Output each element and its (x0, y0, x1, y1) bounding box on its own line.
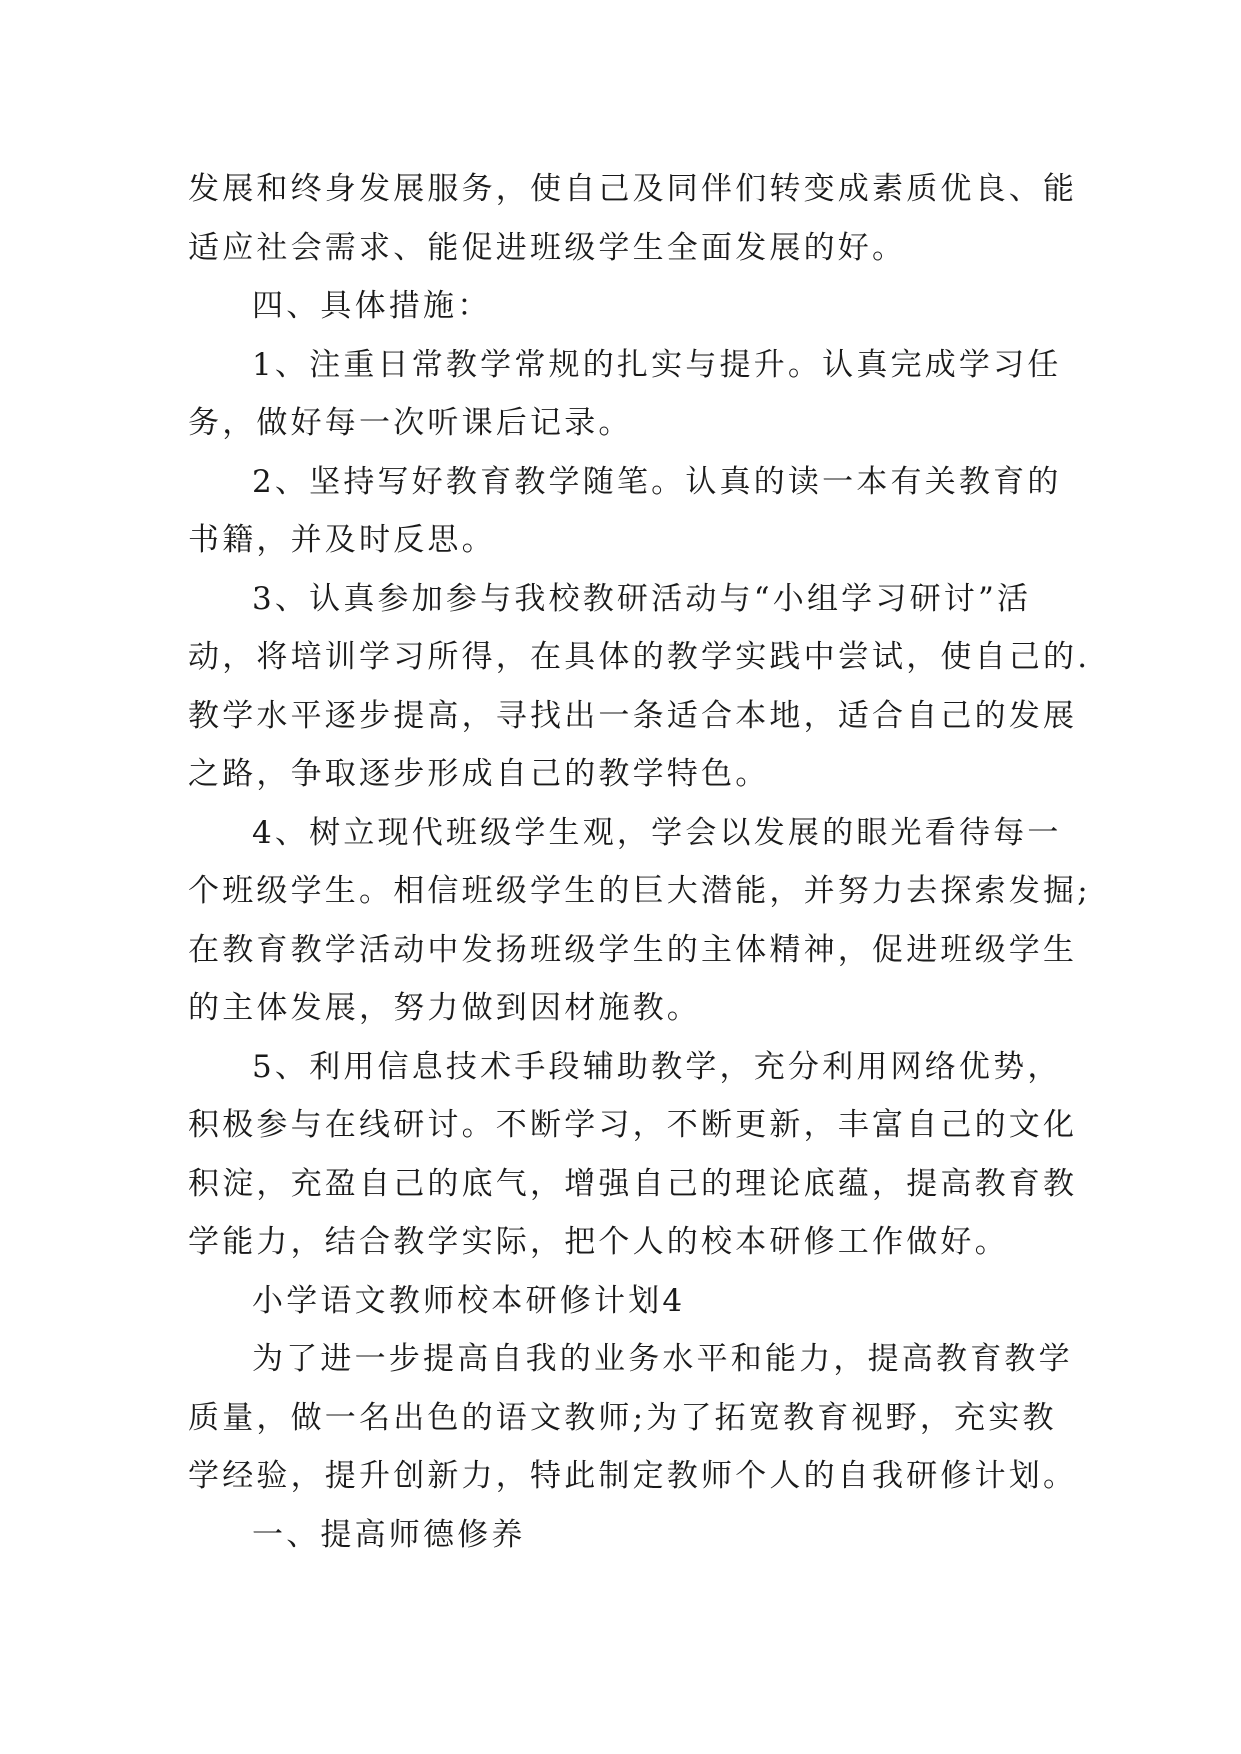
text-line: 在教育教学活动中发扬班级学生的主体精神，促进班级学生 (188, 931, 1078, 968)
document-body (188, 160, 1091, 1564)
text-line: 教学水平逐步提高，寻找出一条适合本地，适合自己的发展 (188, 697, 1078, 734)
text-line: 书籍，并及时反思。 (188, 522, 496, 558)
text-line: 四、具体措施： (252, 288, 492, 324)
text-line: 小学语文教师校本研修计划4 (252, 1282, 686, 1319)
text-line: 积淀，充盈自己的底气，增强自己的理论底蕴，提高教育教 (188, 1165, 1078, 1202)
text-line: 1、注重日常教学常规的扎实与提升。认真完成学习任 (252, 346, 1062, 383)
text-line: 个班级学生。相信班级学生的巨大潜能，并努力去探索发掘; (188, 873, 1091, 909)
text-line: 动，将培训学习所得，在具体的教学实践中尝试，使自己的. (188, 639, 1091, 675)
text-line: 为了进一步提高自我的业务水平和能力，提高教育教学 (252, 1341, 1073, 1377)
text-line: 的主体发展，努力做到因材施教。 (188, 990, 701, 1026)
text-line: 学能力，结合教学实际，把个人的校本研修工作做好。 (188, 1224, 1009, 1260)
text-line: 5、利用信息技术手段辅助教学，充分利用网络优势， (252, 1048, 1062, 1085)
text-line: 一、提高师德修养 (252, 1516, 526, 1553)
text-line: 发展和终身发展服务，使自己及同伴们转变成素质优良、能 (188, 171, 1078, 207)
text-line: 4、树立现代班级学生观，学会以发展的眼光看待每一 (252, 814, 1062, 851)
text-line: 适应社会需求、能促进班级学生全面发展的好。 (188, 229, 907, 266)
text-line: 2、坚持写好教育教学随笔。认真的读一本有关教育的 (252, 463, 1062, 500)
text-line: 3、认真参加参与我校教研活动与“小组学习研讨”活 (252, 580, 1032, 617)
text-line: 之路，争取逐步形成自己的教学特色。 (188, 756, 770, 792)
text-line: 学经验，提升创新力，特此制定教师个人的自我研修计划。 (188, 1458, 1078, 1494)
text-line: 质量，做一名出色的语文教师;为了拓宽教育视野，充实教 (188, 1399, 1057, 1436)
text-line: 务，做好每一次听课后记录。 (188, 405, 633, 441)
text-line: 积极参与在线研讨。不断学习，不断更新，丰富自己的文化 (188, 1107, 1078, 1143)
